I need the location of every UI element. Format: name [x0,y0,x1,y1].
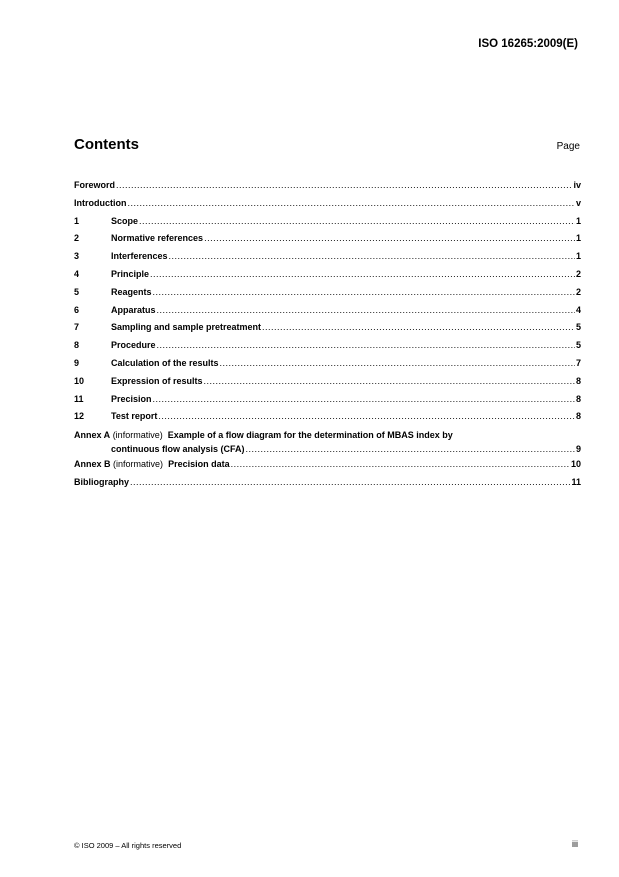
clause-number: 7 [74,322,80,333]
toc-entry-label: Foreword [74,180,116,190]
toc-entry-page: 2 [575,286,581,297]
dot-leader [220,355,575,373]
toc-entry-clause-5[interactable] [74,284,581,302]
clause-number: 5 [74,286,80,297]
annex-title: Precision data [168,459,230,470]
dot-leader [169,248,575,266]
toc-entry-clause-10[interactable] [74,373,581,391]
toc-entry-clause-11[interactable] [74,391,581,409]
dot-leader [157,337,575,355]
toc-entry-label: Principle [111,268,150,279]
toc-entry-label: Interferences [111,251,168,262]
annex-label: Annex B [74,459,111,470]
dot-leader [153,391,575,409]
toc-entry-page: 1 [575,251,581,262]
toc-entry-clause-6[interactable] [74,302,581,320]
toc-entry-label: Bibliography [74,476,130,487]
toc-entry-clause-3[interactable] [74,248,581,266]
toc-entry-page: 9 [575,444,581,455]
toc-entry-page: 1 [575,233,581,244]
toc-entry-clause-9[interactable] [74,355,581,373]
toc-entry-label: Normative references [111,233,204,244]
toc-entry-page: 10 [570,459,581,470]
toc-entry-page: iv [573,180,581,190]
page-column-label: Page [556,141,580,152]
toc-entry-label: Sampling and sample pretreatment [111,322,262,333]
page-title: Contents [74,136,139,153]
toc-entry-introduction[interactable] [74,195,581,213]
clause-number: 3 [74,251,80,262]
dot-leader [231,456,570,474]
toc-entry-clause-2[interactable] [74,230,581,248]
dot-leader [130,474,570,492]
toc-entry-label: Test report [111,411,158,422]
toc-entry-label: Expression of results [111,375,203,386]
dot-leader [157,302,575,320]
toc-entry-page: 5 [575,322,581,333]
toc-entry-clause-7[interactable] [74,319,581,337]
clause-number: 9 [74,357,80,368]
clause-number: 10 [74,375,85,386]
document-id: ISO 16265:2009(E) [478,38,578,50]
toc-entry-label: Reagents [111,286,152,297]
footer-copyright: © ISO 2009 – All rights reserved [74,841,182,850]
dot-leader [158,408,575,426]
clause-number: 6 [74,304,80,315]
toc-entry-page: 8 [575,393,581,404]
toc-entry-page: 8 [575,411,581,422]
dot-leader [246,442,575,456]
annex-title-line2: continuous flow analysis (CFA) [111,444,245,455]
footer-page-number: iii [572,839,578,849]
dot-leader [150,266,575,284]
dot-leader [262,319,575,337]
toc-entry-page: 1 [575,215,581,226]
toc-entry-page: 5 [575,340,581,351]
dot-leader [204,230,575,248]
clause-number: 12 [74,411,85,422]
clause-number: 8 [74,340,80,351]
clause-number: 11 [74,393,84,404]
clause-number: 2 [74,233,80,244]
toc-entry-clause-4[interactable] [74,266,581,284]
toc-entry-label: Introduction [74,197,127,208]
table-of-contents [74,177,581,492]
toc-entry-label: Calculation of the results [111,357,219,368]
dot-leader [128,195,575,213]
toc-entry-annex-b[interactable] [74,456,581,474]
toc-entry-label: Precision [111,393,152,404]
annex-label: Annex A [74,430,111,441]
toc-entry-label: Procedure [111,340,156,351]
toc-entry-clause-12[interactable] [74,408,581,426]
dot-leader [116,177,572,195]
toc-entry-label: Scope [111,215,139,226]
toc-entry-clause-1[interactable] [74,213,581,231]
annex-type: (informative) [113,459,164,470]
toc-entry-page: 4 [575,304,581,315]
toc-entry-annex-a[interactable] [74,426,581,456]
toc-entry-page: 7 [575,357,581,368]
clause-number: 4 [74,268,80,279]
toc-entry-page: 8 [575,375,581,386]
toc-entry-page: 2 [575,268,581,279]
dot-leader [204,373,575,391]
clause-number: 1 [74,215,80,226]
toc-entry-page: v [575,197,581,208]
toc-entry-bibliography[interactable] [74,474,581,492]
toc-entry-foreword[interactable] [74,177,581,195]
annex-type: (informative) [112,430,163,441]
dot-leader [139,213,575,231]
toc-entry-clause-8[interactable] [74,337,581,355]
dot-leader [153,284,575,302]
annex-title-line1: Example of a flow diagram for the determination of MBAS index by [167,430,453,441]
toc-entry-label: Apparatus [111,304,156,315]
toc-entry-page: 11 [571,476,581,487]
